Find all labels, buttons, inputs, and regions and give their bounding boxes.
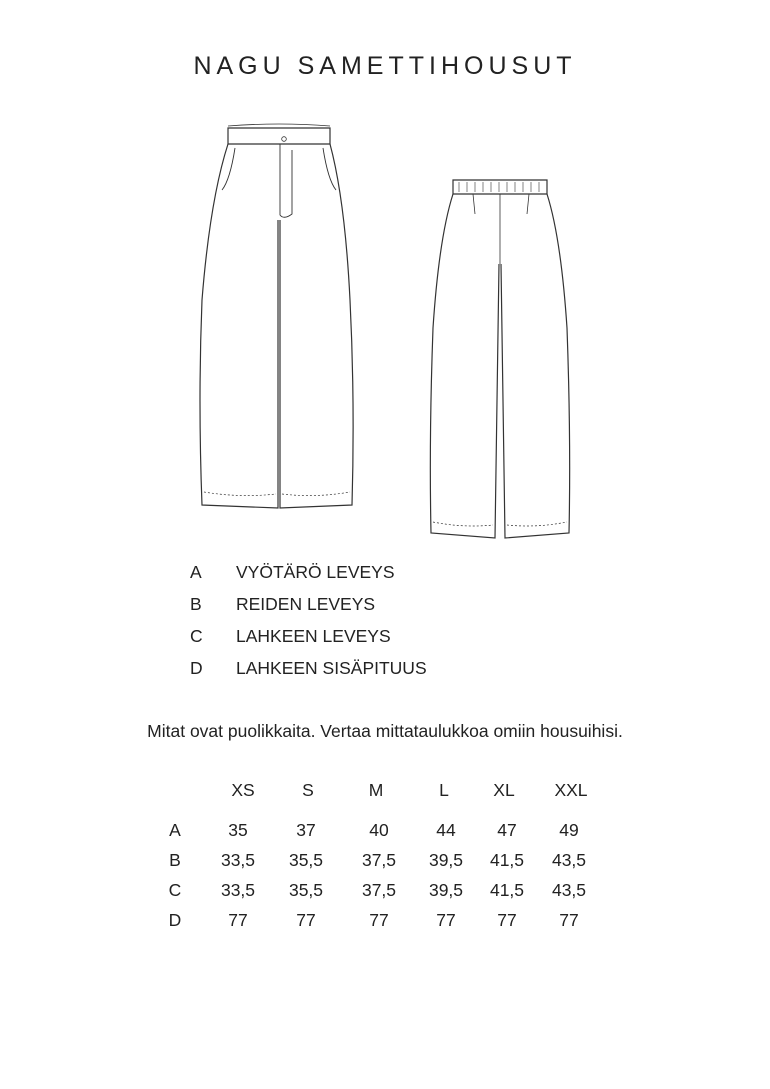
table-cell: 40: [369, 820, 389, 840]
table-cell: 77: [559, 910, 579, 930]
table-cell: 41,5: [489, 880, 525, 900]
table-cell: 39,5: [428, 850, 464, 870]
column-header: XL: [493, 780, 515, 800]
page-title: NAGU SAMETTIHOUSUT: [193, 52, 577, 80]
row-label: A: [169, 820, 181, 840]
legend-label: LAHKEEN SISÄPITUUS: [236, 658, 427, 678]
column-header: M: [368, 780, 384, 800]
row-label: C: [168, 880, 182, 900]
table-cell: 35,5: [288, 850, 324, 870]
table-cell: 35: [228, 820, 248, 840]
table-cell: 43,5: [551, 880, 587, 900]
table-cell: 77: [369, 910, 389, 930]
legend-letter: C: [190, 626, 203, 646]
pants-technical-drawing: [180, 120, 600, 550]
column-header: L: [439, 780, 449, 800]
table-cell: 77: [497, 910, 517, 930]
table-cell: 33,5: [220, 850, 256, 870]
table-cell: 43,5: [551, 850, 587, 870]
table-cell: 37: [296, 820, 316, 840]
table-cell: 77: [296, 910, 316, 930]
table-cell: 77: [436, 910, 456, 930]
table-cell: 47: [497, 820, 517, 840]
table-cell: 35,5: [288, 880, 324, 900]
table-cell: 33,5: [220, 880, 256, 900]
table-cell: 49: [559, 820, 579, 840]
pants-front-view: [200, 124, 353, 508]
sizing-note: Mitat ovat puolikkaita. Vertaa mittataulukkoa omiin housuihisi.: [147, 721, 623, 741]
legend-letter: A: [190, 562, 202, 582]
column-header: XS: [231, 780, 255, 800]
legend-label: LAHKEEN LEVEYS: [236, 626, 391, 646]
table-cell: 39,5: [428, 880, 464, 900]
table-cell: 77: [228, 910, 248, 930]
row-label: B: [169, 850, 181, 870]
legend-label: VYÖTÄRÖ LEVEYS: [236, 562, 395, 582]
table-cell: 44: [436, 820, 456, 840]
row-label: D: [168, 910, 182, 930]
column-header: S: [302, 780, 314, 800]
table-cell: 41,5: [489, 850, 525, 870]
column-header: XXL: [554, 780, 588, 800]
table-cell: 37,5: [361, 850, 397, 870]
pants-back-view: [430, 180, 569, 538]
table-cell: 37,5: [361, 880, 397, 900]
legend-letter: B: [190, 594, 202, 614]
legend-label: REIDEN LEVEYS: [236, 594, 376, 614]
legend-letter: D: [190, 658, 203, 678]
